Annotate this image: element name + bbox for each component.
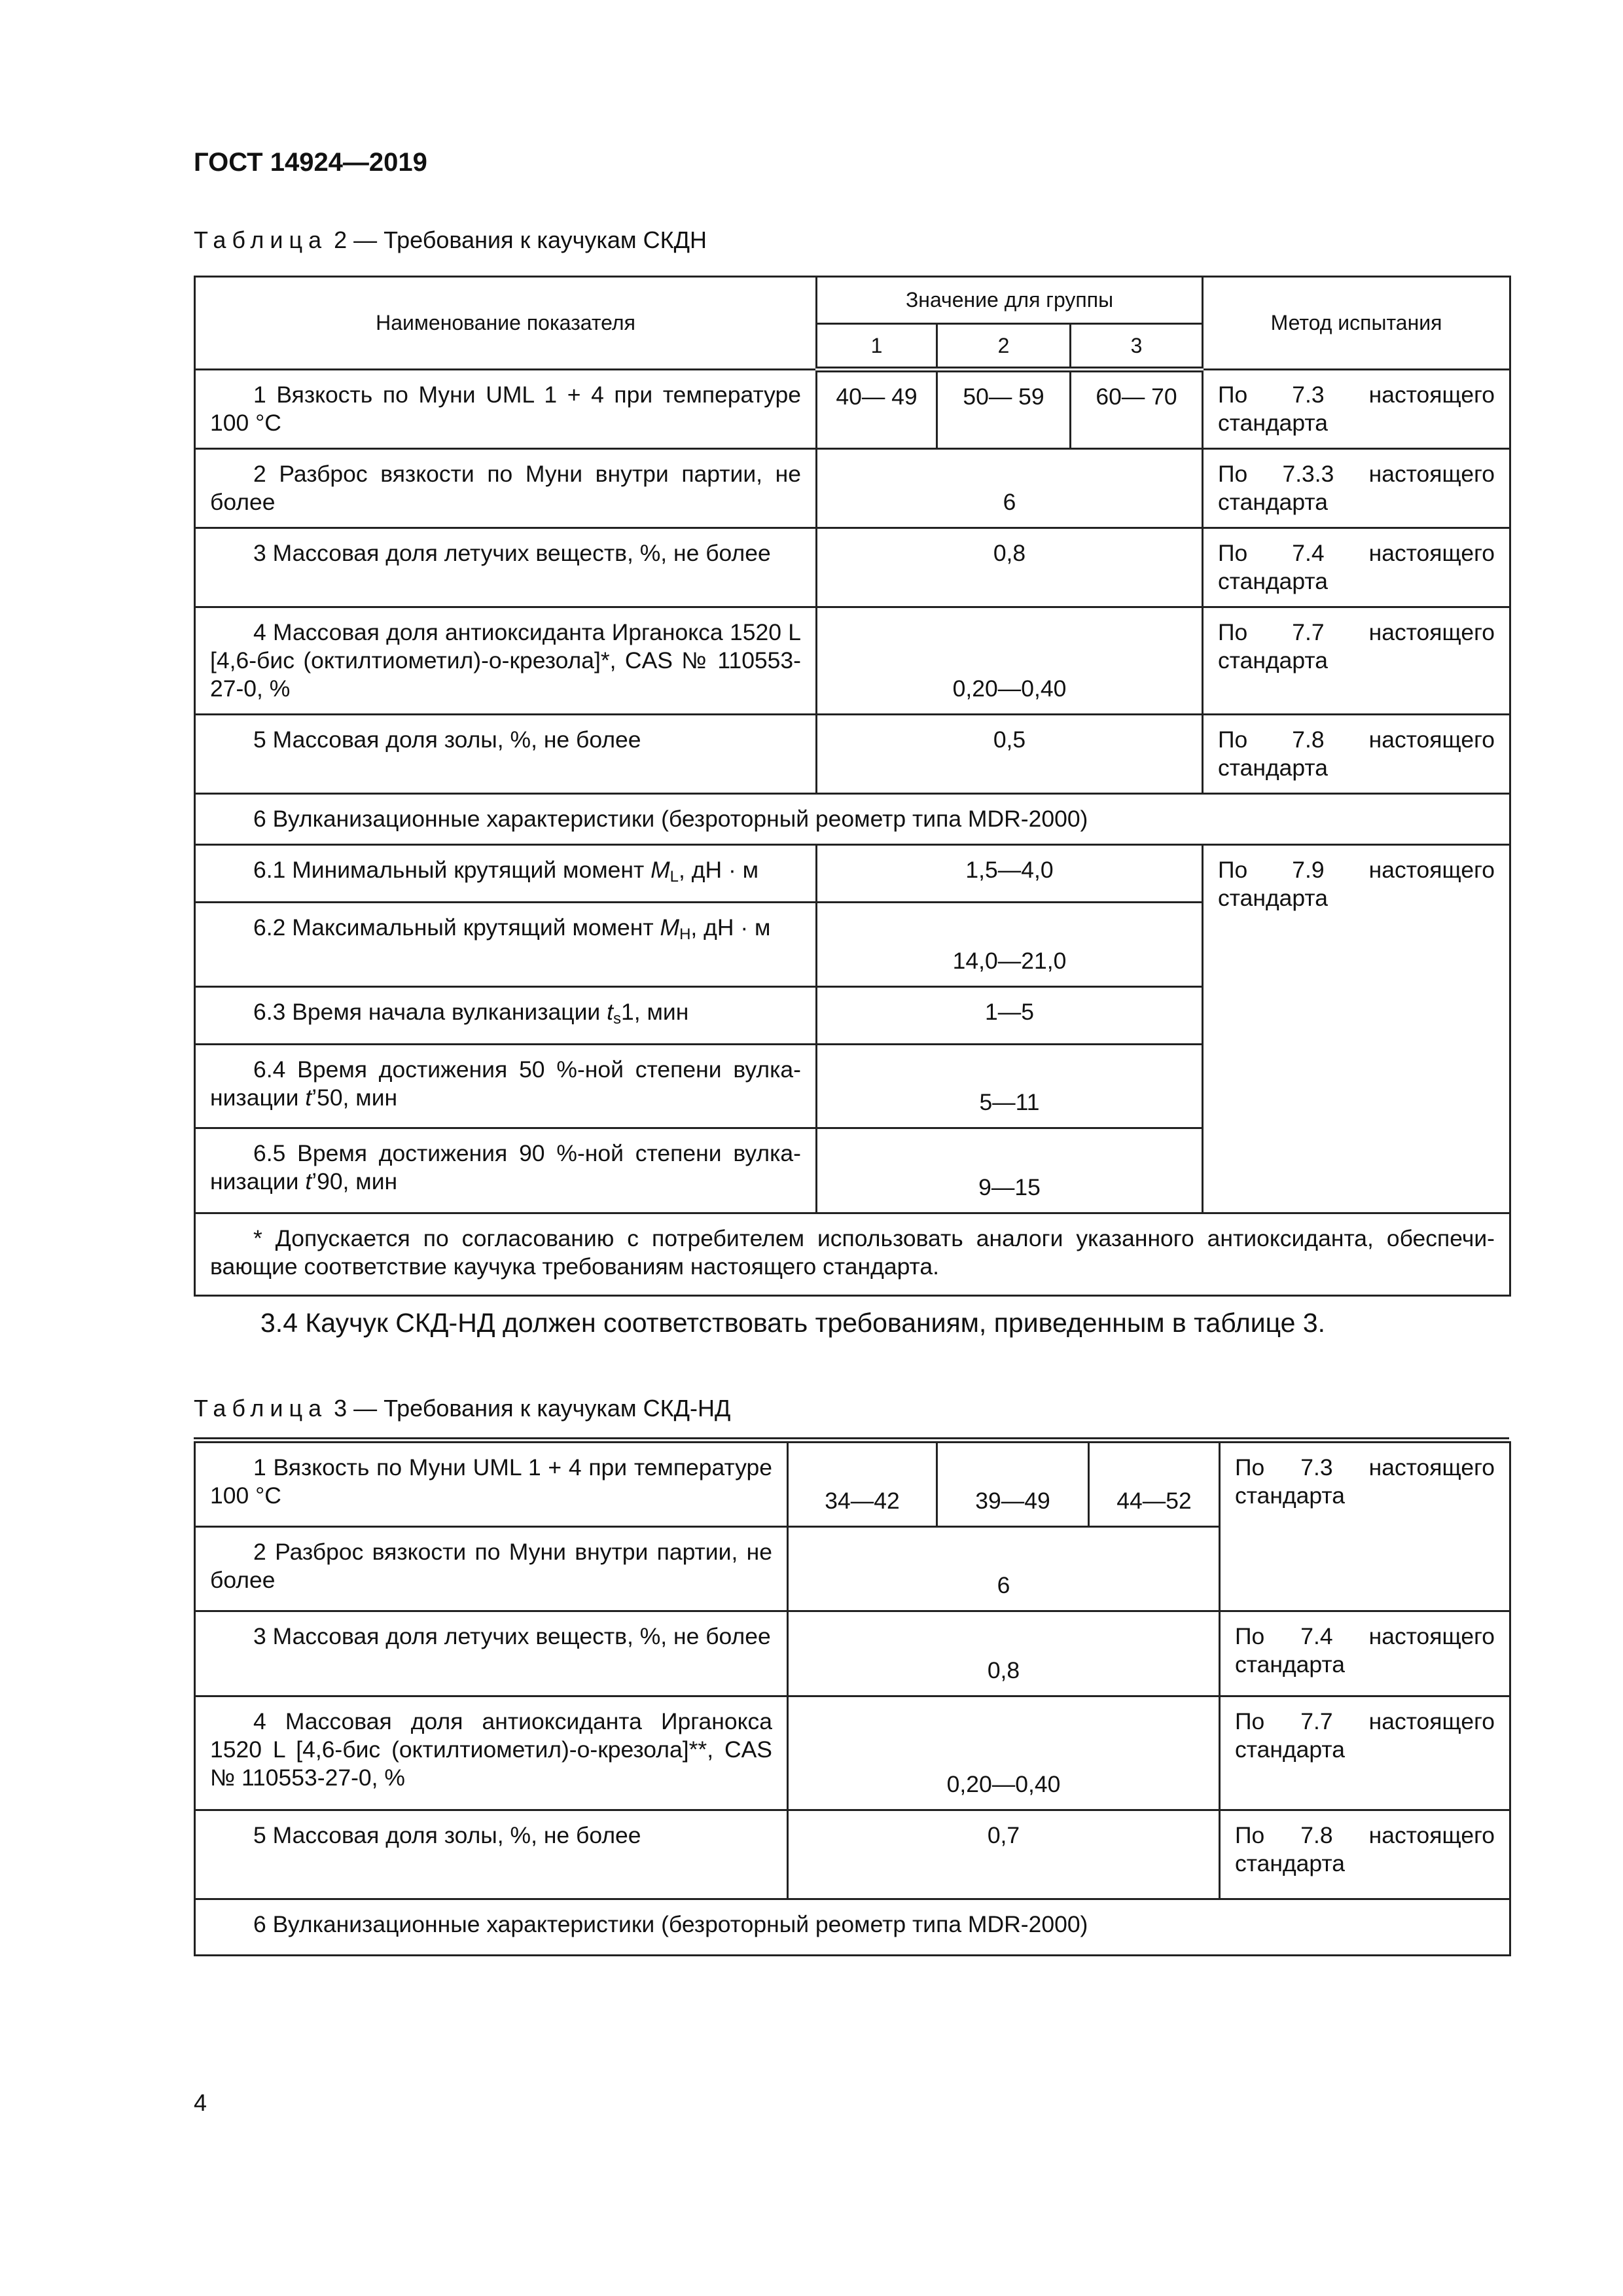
row-value: 0,8: [788, 1611, 1220, 1696]
row-name: 4 Массовая доля антиоксиданта Ирганокса 1520 L [4,6-бис (октилтиометил)-о-крезола]**, CAS № 110553-27-0, %: [210, 1708, 772, 1791]
table-row: [195, 715, 1510, 794]
row-name: 6.3 Время начала вулканизации $t_s1$, мин: [253, 999, 689, 1028]
table-row: [195, 607, 1510, 715]
header-value-group: Значение для группы: [817, 277, 1203, 324]
row-name: 2 Разброс вязкости по Муни внутри партии, не более: [210, 461, 801, 515]
row-name: 5 Массовая доля золы, %, не более: [253, 726, 641, 753]
value-group-2: 39—49: [937, 1443, 1089, 1527]
header-test-method: Метод испытания: [1203, 277, 1510, 370]
row-value: 6: [817, 449, 1203, 528]
row-value: 1,5—4,0: [817, 845, 1203, 903]
row-value: 0,7: [788, 1810, 1220, 1899]
row-name: 3 Массовая доля летучих веществ, %, не более: [253, 540, 771, 566]
row-name-section: 6 Вулканизационные характеристики (безроторный реометр типа MDR-2000): [253, 806, 1088, 832]
row-name: 6.1 Минимальный крутящий момент $M_L$, дН · м: [253, 857, 759, 886]
row-method: По 7.7 настоящего стандарта: [1220, 1696, 1510, 1810]
table-row: [195, 845, 1510, 903]
table2-caption-title: 2 — Требования к каучукам СКДН: [327, 226, 707, 253]
header-group-3: 3: [1071, 324, 1203, 370]
row-method: По 7.3 настоящего стандарта: [1203, 370, 1510, 449]
row-method: По 7.3.3 настоящего стандарта: [1203, 449, 1510, 528]
row-method: По 7.9 настоящего стандарта: [1203, 845, 1510, 1213]
row-name: 2 Разброс вязкости по Муни внутри партии, не более: [210, 1539, 772, 1593]
row-value: 0,20—0,40: [817, 607, 1203, 715]
row-name: 6.5 Время достижения 90 %-ной степени вулканизации t’90, мин: [210, 1140, 801, 1194]
row-method: По 7.8 настоящего стандарта: [1220, 1810, 1510, 1899]
table2-caption-word: Таблица: [194, 226, 328, 253]
value-group-3: 60— 70: [1071, 370, 1203, 449]
row-name: 4 Массовая доля антиоксиданта Ирганокса 1520 L [4,6-бис (октилтиометил)-о-крезола]*, CAS № 110553-27-0, %: [210, 619, 801, 702]
row-value: 0,20—0,40: [788, 1696, 1220, 1810]
row-name: 1 Вязкость по Муни UML 1 + 4 при температуре 100 °С: [210, 1454, 772, 1509]
table-row: [195, 794, 1510, 845]
row-name: 3 Массовая доля летучих веществ, %, не более: [253, 1623, 771, 1649]
page-number: 4: [194, 2089, 207, 2116]
row-value: 0,5: [817, 715, 1203, 794]
table-row: [195, 1443, 1510, 1527]
row-name: 6.4 Время достижения 50 %-ной степени вулканизации t’50, мин: [210, 1056, 801, 1111]
value-group-1: 40— 49: [817, 370, 937, 449]
row-value: 6: [788, 1527, 1220, 1611]
row-method: По 7.4 настоящего стандарта: [1220, 1611, 1510, 1696]
table3-top-rule: [194, 1437, 1509, 1439]
row-method: По 7.8 настоящего стандарта: [1203, 715, 1510, 794]
row-value: 5—11: [817, 1045, 1203, 1128]
value-group-1: 34—42: [788, 1443, 937, 1527]
table3-caption-title: 3 — Требования к каучукам СКД-НД: [327, 1395, 731, 1422]
row-name: 1 Вязкость по Муни UML 1 + 4 при температуре 100 °С: [210, 382, 801, 436]
row-name-section: 6 Вулканизационные характеристики (безроторный реометр типа MDR-2000): [253, 1911, 1088, 1937]
table-row: [195, 528, 1510, 607]
table-row: [195, 1611, 1510, 1696]
row-value: 1—5: [817, 987, 1203, 1045]
table3-caption-word: Таблица: [194, 1395, 328, 1422]
row-value: 14,0—21,0: [817, 903, 1203, 987]
document-header: ГОСТ 14924—2019: [194, 148, 427, 177]
table-row: [195, 1696, 1510, 1810]
table-row: [195, 370, 1510, 449]
row-method: По 7.3 настоящего стандарта: [1220, 1443, 1510, 1611]
row-method: По 7.4 настоящего стандарта: [1203, 528, 1510, 607]
header-group-1: 1: [817, 324, 937, 370]
paragraph-3-4: 3.4 Каучук СКД-НД должен соответствовать требованиям, приведенным в таблице 3.: [260, 1308, 1326, 1338]
row-name: 6.2 Максимальный крутящий момент $M_H$, дН · м: [253, 914, 771, 943]
row-value: 0,8: [817, 528, 1203, 607]
table-row: [195, 449, 1510, 528]
value-group-3: 44—52: [1089, 1443, 1220, 1527]
row-method: По 7.7 настоящего стандарта: [1203, 607, 1510, 715]
footnote: * Допускается по согласованию с потребителем использовать аналоги указанного антиоксиданта, обеспечивающие соответствие каучука требованиям настоящего стандарта.: [210, 1225, 1495, 1280]
table2: [194, 276, 1511, 1297]
value-group-2: 50— 59: [937, 370, 1071, 449]
table-footnote-row: [195, 1213, 1510, 1296]
header-indicator-name: Наименование показателя: [195, 277, 817, 370]
row-name: 5 Массовая доля золы, %, не более: [253, 1822, 641, 1848]
header-group-2: 2: [937, 324, 1071, 370]
table2-caption: [194, 226, 707, 254]
table3-caption: [194, 1395, 730, 1422]
row-value: 9—15: [817, 1128, 1203, 1213]
table3: [194, 1441, 1511, 1956]
table-row: [195, 1810, 1510, 1899]
table-row: [195, 1899, 1510, 1956]
